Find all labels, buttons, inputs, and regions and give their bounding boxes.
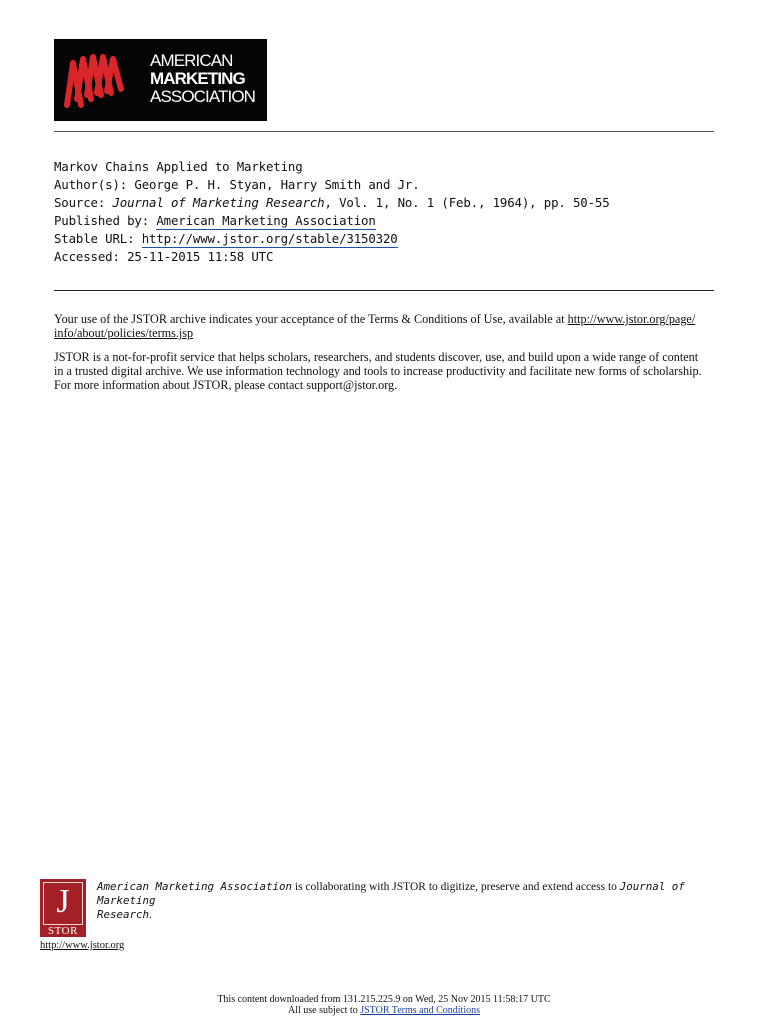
ama-logo (54, 39, 267, 121)
collab-middle: is collaborating with JSTOR to digitize, preserve and extend access to (292, 881, 620, 893)
terms-paragraph (54, 312, 724, 340)
footer-download-info: This content downloaded from 131.215.225.9 on Wed, 25 Nov 2015 11:58:17 UTC (217, 994, 551, 1005)
about-line-2: in a trusted digital archive. We use information technology and tools to increase productivity and facilitate new forms of scholarship. (54, 364, 702, 378)
article-metadata (54, 158, 610, 266)
source-label: Source: (54, 195, 106, 210)
collaboration-statement (97, 880, 727, 922)
collab-journal-line-2: Research (97, 908, 150, 921)
accessed-label: Accessed: (54, 249, 120, 264)
terms-url-part-2[interactable]: info/about/policies/terms.jsp (54, 326, 194, 340)
ama-logo-mark-icon (63, 49, 125, 111)
source-details: , Vol. 1, No. 1 (Feb., 1964), pp. 50-55 (324, 195, 610, 210)
about-line-3: For more information about JSTOR, please contact support@jstor.org. (54, 378, 398, 392)
footer-terms-prefix: All use subject to (288, 1005, 361, 1016)
stable-url-label: Stable URL: (54, 231, 135, 246)
source-row (54, 194, 610, 212)
about-line-1: JSTOR is a not-for-profit service that helps scholars, researchers, and students discover, use, and build upon a wide range of content (54, 350, 699, 364)
logo-line-3: ASSOCIATION (150, 87, 256, 106)
article-title: Markov Chains Applied to Marketing (54, 159, 303, 174)
authors-value: George P. H. Styan, Harry Smith and Jr. (134, 177, 420, 192)
accessed-row (54, 248, 610, 266)
jstor-logo-letter: J (56, 883, 70, 920)
authors-row (54, 176, 610, 194)
publisher-label: Published by: (54, 213, 150, 228)
download-footer (0, 994, 768, 1016)
jstor-notice (54, 312, 724, 402)
about-paragraph (54, 350, 724, 392)
jstor-logo-icon[interactable] (40, 879, 86, 937)
collab-journal-line-1: Journal of Marketing (97, 880, 685, 907)
collab-publisher: American Marketing Association (97, 880, 293, 893)
authors-label: Author(s): (54, 177, 128, 192)
jstor-home-link[interactable]: http://www.jstor.org (40, 940, 125, 951)
collab-end: . (149, 909, 152, 921)
footer-terms-row (0, 1005, 768, 1016)
footer-terms-link[interactable]: JSTOR Terms and Conditions (360, 1005, 480, 1016)
publisher-row (54, 212, 610, 230)
top-divider (54, 131, 714, 132)
terms-url-part-1[interactable]: http://www.jstor.org/page/ (567, 312, 696, 326)
terms-text: Your use of the JSTOR archive indicates your acceptance of the Terms & Conditions of Use, available at (54, 312, 568, 326)
accessed-value: 25-11-2015 11:58 UTC (127, 249, 274, 264)
logo-line-2: MARKETING (150, 69, 245, 88)
jstor-logo-word: STOR (48, 925, 78, 937)
middle-divider (54, 290, 714, 291)
publisher-link[interactable]: American Marketing Association (156, 213, 376, 228)
stable-url-link[interactable]: http://www.jstor.org/stable/3150320 (141, 231, 398, 246)
stable-url-row (54, 230, 610, 248)
source-journal: Journal of Marketing Research (112, 195, 325, 210)
logo-line-1: AMERICAN (150, 51, 233, 70)
ama-logo-text (150, 52, 255, 106)
